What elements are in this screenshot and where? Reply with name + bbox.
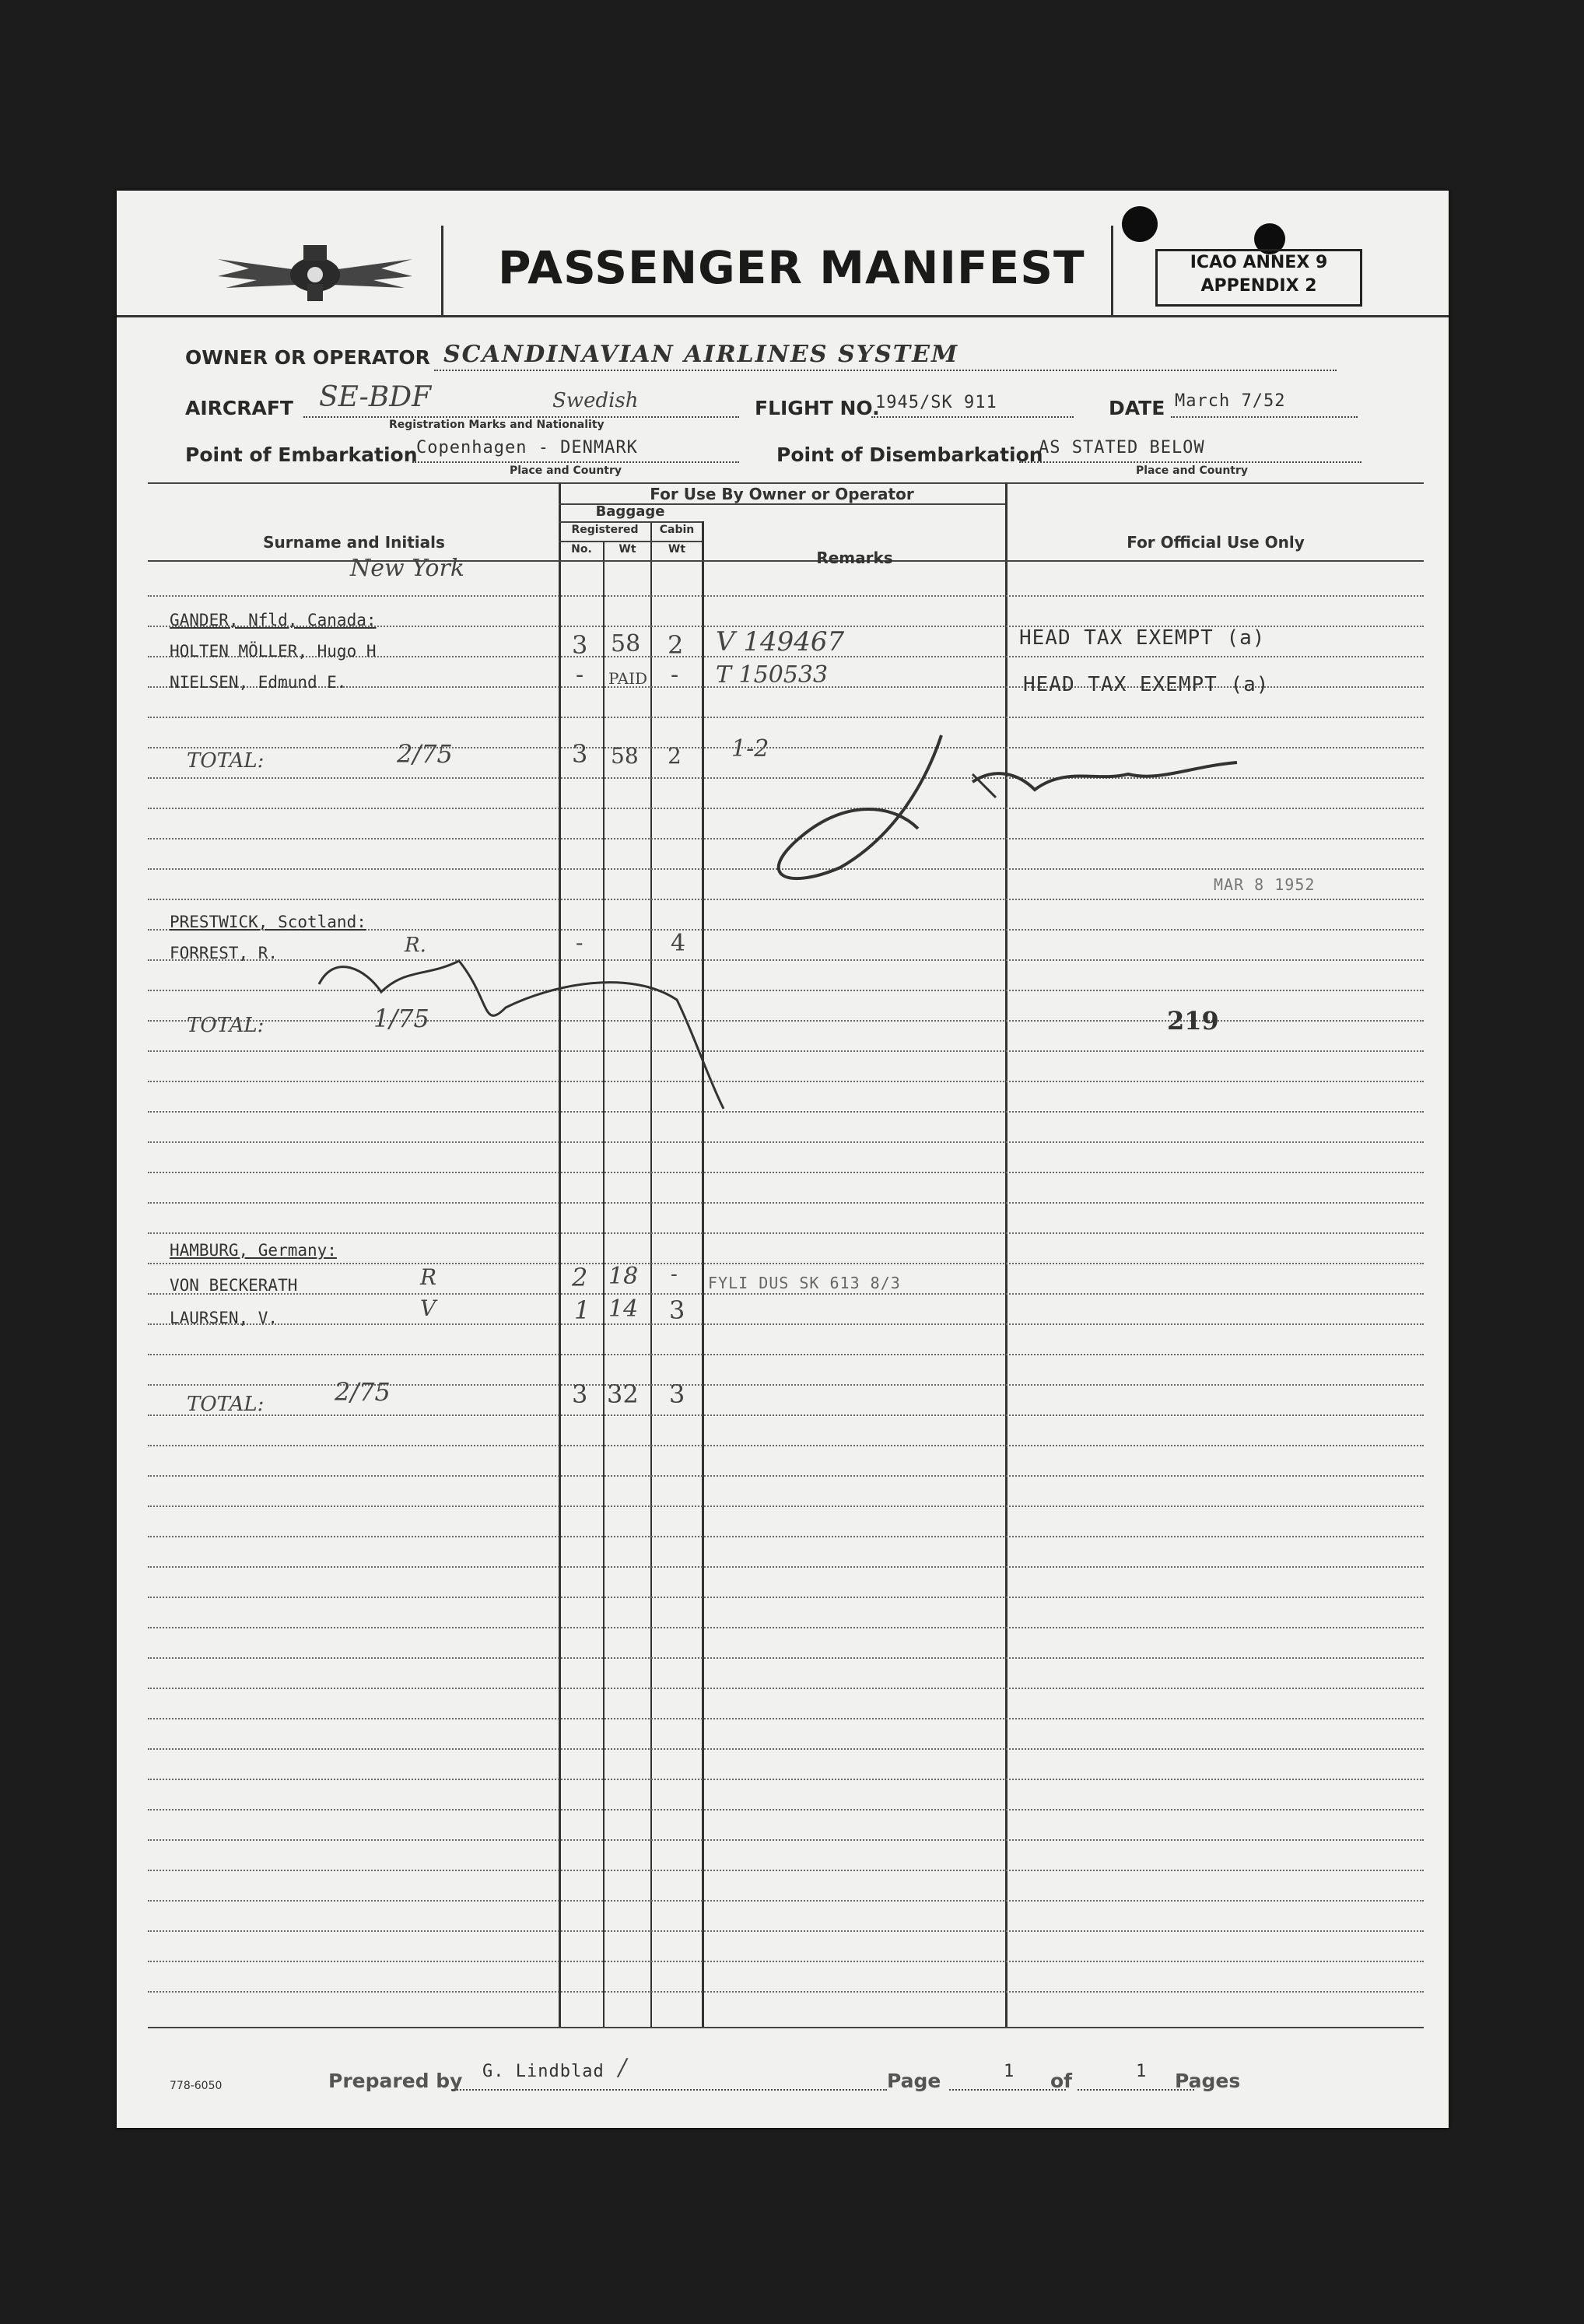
of-value: 1 xyxy=(1136,2062,1148,2081)
ruled-line xyxy=(148,1627,1424,1628)
regist-header-rule xyxy=(559,541,702,542)
passenger-row-4-no: 2 xyxy=(572,1263,588,1292)
flight-value: 1945/SK 911 xyxy=(875,393,997,412)
ruled-line xyxy=(148,1354,1424,1355)
ruled-line xyxy=(148,1779,1424,1780)
ruled-line xyxy=(148,1688,1424,1689)
passenger-row-4-cabin: - xyxy=(671,1263,678,1286)
manifest-sheet xyxy=(117,191,1449,2128)
ruled-line xyxy=(148,1232,1424,1234)
surname-header: Surname and Initials xyxy=(263,533,445,552)
passenger-row-1-name: HOLTEN MÖLLER, Hugo H xyxy=(170,642,377,661)
disembark-value: AS STATED BELOW xyxy=(1039,438,1205,457)
date-dotline xyxy=(1171,416,1358,418)
passenger-row-1-no: 3 xyxy=(572,630,588,660)
passenger-row-4-name: VON BECKERATH xyxy=(170,1276,298,1295)
punch-hole-left xyxy=(1122,206,1158,242)
passenger-row-5-cabin: 3 xyxy=(669,1295,685,1325)
page-title: PASSENGER MANIFEST xyxy=(498,241,1085,294)
total-1-no: 3 xyxy=(572,739,588,769)
embark-sublabel: Place and Country xyxy=(510,464,622,477)
ruled-line xyxy=(148,1718,1424,1719)
ruled-line xyxy=(148,1475,1424,1477)
ruled-line xyxy=(148,595,1424,597)
passenger-row-1-official: HEAD TAX EXEMPT (a) xyxy=(1019,626,1266,650)
total-3-no: 3 xyxy=(572,1379,588,1409)
aircraft-sublabel: Registration Marks and Nationality xyxy=(389,419,605,431)
ruled-line xyxy=(148,1536,1424,1537)
header-divider-left xyxy=(441,226,443,315)
passenger-row-4-initial: R xyxy=(420,1264,437,1290)
passenger-row-2-wt: PAID xyxy=(608,669,647,688)
owner-use-header: For Use By Owner or Operator xyxy=(650,485,914,503)
official-use-header: For Official Use Only xyxy=(1127,533,1305,552)
prepared-dotline xyxy=(451,2089,887,2091)
prestwick-scribble xyxy=(303,938,739,1124)
ruled-line xyxy=(148,1202,1424,1204)
ruled-line xyxy=(148,1870,1424,1871)
hamburg-header: HAMBURG, Germany: xyxy=(170,1241,337,1260)
passenger-row-2-cabin: - xyxy=(671,661,679,689)
page-dotline xyxy=(949,2089,1066,2091)
cabin-header: Cabin xyxy=(659,524,695,536)
ruled-line xyxy=(148,1900,1424,1902)
aircraft-value: SE-BDF xyxy=(319,381,432,413)
ruled-line xyxy=(148,1839,1424,1841)
col-surname-divider xyxy=(559,482,561,2027)
passenger-row-1-remarks: V 149467 xyxy=(716,626,845,657)
disembark-sublabel: Place and Country xyxy=(1136,464,1249,477)
ruled-line xyxy=(148,1323,1424,1325)
total-3-pax: 2/75 xyxy=(335,1377,391,1407)
embark-dotline xyxy=(412,461,739,463)
form-number: 778-6050 xyxy=(170,2080,223,2092)
table-top-rule xyxy=(148,482,1424,484)
passenger-row-2-name: NIELSEN, Edmund E. xyxy=(170,673,347,692)
date-label: DATE xyxy=(1109,397,1165,419)
ruled-line xyxy=(148,1597,1424,1598)
date-value: March 7/52 xyxy=(1175,391,1286,411)
total-1-remarks: 1-2 xyxy=(731,735,769,762)
ruled-line xyxy=(148,1172,1424,1173)
disembark-dotline xyxy=(1019,461,1361,463)
passenger-row-2-remarks: T 150533 xyxy=(716,661,829,689)
passenger-row-3-cabin: 4 xyxy=(671,930,686,957)
ruled-line xyxy=(148,1293,1424,1295)
col-remarks-divider xyxy=(1005,482,1008,2027)
remarks-header: Remarks xyxy=(816,549,893,567)
header-divider-right xyxy=(1111,226,1113,315)
passenger-row-3-initial: R. xyxy=(405,934,426,957)
ruled-line xyxy=(148,1141,1424,1143)
page-value: 1 xyxy=(1004,2062,1015,2081)
total-3-wt: 32 xyxy=(607,1379,639,1409)
passenger-row-1-wt: 58 xyxy=(611,630,641,657)
flight-dotline xyxy=(871,416,1074,418)
ruled-line xyxy=(148,1809,1424,1810)
ruled-line xyxy=(148,1657,1424,1659)
icao-box xyxy=(1155,249,1362,307)
ruled-line xyxy=(148,717,1424,718)
baggage-header: Baggage xyxy=(595,503,665,520)
owner-label: OWNER OR OPERATOR xyxy=(185,346,430,369)
of-label: of xyxy=(1050,2070,1073,2092)
passenger-row-2-official: HEAD TAX EXEMPT (a) xyxy=(1023,673,1270,696)
page-label: Page xyxy=(887,2070,941,2092)
embark-label: Point of Embarkation xyxy=(185,443,418,466)
aircraft-dotline xyxy=(303,416,739,418)
disembark-label: Point of Disembarkation xyxy=(776,443,1043,466)
no-header: No. xyxy=(571,543,592,556)
total-3-label: TOTAL: xyxy=(187,1393,265,1416)
passenger-row-4-remarks: FYLI DUS SK 613 8/3 xyxy=(708,1274,901,1292)
passenger-row-5-no: 1 xyxy=(574,1295,590,1325)
total-2-pax: 1/75 xyxy=(373,1004,429,1033)
cabin-wt-header: Wt xyxy=(668,543,686,556)
passenger-row-5-wt: 14 xyxy=(608,1295,639,1323)
passenger-row-5-initial: V xyxy=(420,1295,436,1321)
header-rule xyxy=(117,315,1449,317)
col-no-divider xyxy=(603,541,605,2027)
owner-value: SCANDINAVIAN AIRLINES SYSTEM xyxy=(443,341,959,368)
ruled-line xyxy=(148,1566,1424,1568)
prepared-mark: / xyxy=(619,2054,627,2081)
total-1-pax: 2/75 xyxy=(397,739,453,769)
gander-header: GANDER, Nfld, Canada: xyxy=(170,611,377,629)
wt-header: Wt xyxy=(619,543,636,556)
ruled-line xyxy=(148,1961,1424,1962)
ruled-line xyxy=(148,1930,1424,1932)
ruled-line xyxy=(148,1414,1424,1416)
total-1-label: TOTAL: xyxy=(187,749,265,773)
embark-value: Copenhagen - DENMARK xyxy=(416,438,638,457)
owner-dotline xyxy=(434,370,1337,371)
total-3-cabin: 3 xyxy=(669,1379,685,1409)
prestwick-header: PRESTWICK, Scotland: xyxy=(170,913,366,931)
ruled-line xyxy=(148,1748,1424,1750)
passenger-row-3-no: - xyxy=(576,930,583,955)
stamp-date: MAR 8 1952 xyxy=(1214,875,1316,894)
total-1-wt: 58 xyxy=(611,743,639,769)
passenger-row-3-name: FORREST, R. xyxy=(170,944,279,962)
passenger-row-4-wt: 18 xyxy=(608,1263,639,1290)
passenger-row-5-name: LAURSEN, V. xyxy=(170,1309,279,1327)
prepared-label: Prepared by xyxy=(328,2070,463,2092)
aircraft-nationality: Swedish xyxy=(552,389,639,412)
official-number: 219 xyxy=(1167,1006,1219,1036)
total-2-label: TOTAL: xyxy=(187,1014,265,1037)
baggage-header-rule xyxy=(559,521,702,523)
ruled-line xyxy=(148,1506,1424,1507)
passenger-row-1-cabin: 2 xyxy=(668,630,684,660)
ruled-line xyxy=(148,1263,1424,1264)
ruled-line xyxy=(148,1991,1424,1993)
total-1-cabin: 2 xyxy=(668,743,682,769)
ruled-line xyxy=(148,1445,1424,1446)
passenger-row-2-no: - xyxy=(576,661,584,689)
sas-logo-icon xyxy=(202,237,428,307)
aircraft-label: AIRCRAFT xyxy=(185,397,293,419)
footer-rule xyxy=(148,2027,1424,2028)
icao-annex: ICAO ANNEX 9 xyxy=(1190,253,1328,272)
prepared-value: G. Lindblad xyxy=(482,2062,605,2081)
icao-appendix: APPENDIX 2 xyxy=(1200,276,1317,296)
pages-label: Pages xyxy=(1175,2070,1241,2092)
registered-header: Registered xyxy=(571,524,639,536)
flight-label: FLIGHT NO. xyxy=(755,397,880,419)
destination-note: New York xyxy=(350,555,464,582)
